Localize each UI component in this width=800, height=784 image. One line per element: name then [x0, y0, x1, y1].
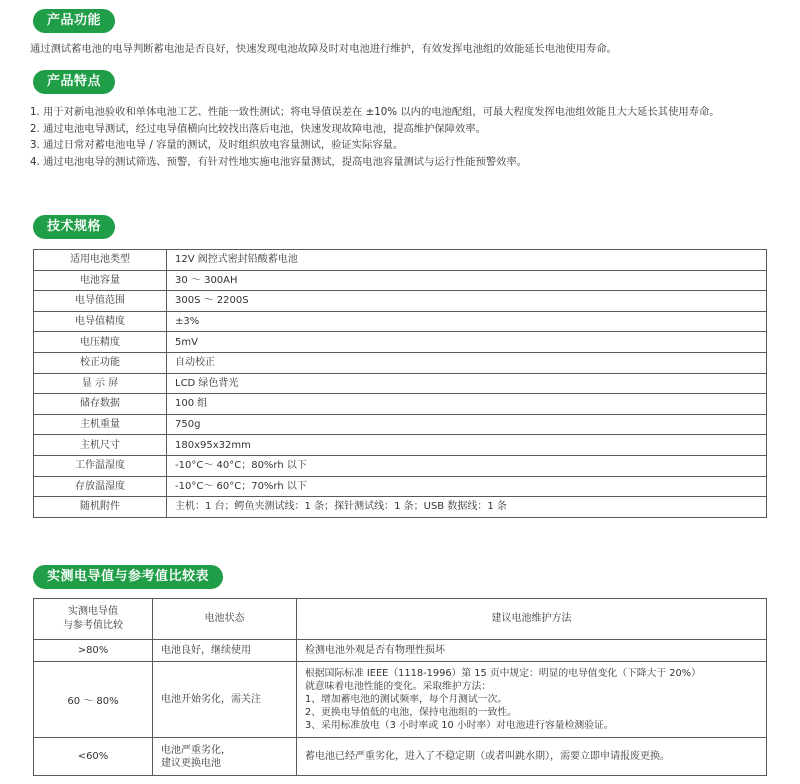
spec-key: 主机尺寸: [34, 435, 167, 456]
table-row: [34, 435, 767, 456]
spec-table: [33, 249, 767, 518]
section-title-features: 产品特点: [33, 70, 115, 94]
features-list: [30, 104, 776, 170]
spec-value: -10°C～ 40°C；80%rh 以下: [167, 455, 767, 476]
spec-value: 主机：1 台；鳄鱼夹测试线：1 条；探针测试线：1 条；USB 数据线：1 条: [167, 497, 767, 518]
table-row: [34, 738, 767, 776]
spec-value: 30 ～ 300AH: [167, 270, 767, 291]
spec-key: 校正功能: [34, 352, 167, 373]
feature-item: 4. 通过电池电导的测试筛选、预警，有针对性地实施电池容量测试，提高电池容量测试与运行性能预警效率。: [30, 155, 528, 168]
table-row: [34, 373, 767, 394]
method-cell: 蓄电池已经严重劣化，进入了不稳定期（或者叫跳水期），需要立即申请报废更换。: [297, 738, 767, 776]
state-cell: 电池开始劣化，需关注: [153, 662, 297, 738]
spec-key: 电导值精度: [34, 311, 167, 332]
table-row: [34, 476, 767, 497]
section-title-function: 产品功能: [33, 9, 115, 33]
spec-key: 存放温湿度: [34, 476, 167, 497]
column-header-method: 建议电池维护方法: [297, 599, 767, 640]
table-row: [34, 414, 767, 435]
state-cell: 电池良好，继续使用: [153, 640, 297, 662]
spec-value: 750g: [167, 414, 767, 435]
table-row: [34, 497, 767, 518]
state-cell: 电池严重劣化， 建议更换电池: [153, 738, 297, 776]
spec-key: 储存数据: [34, 394, 167, 415]
spec-key: 电池容量: [34, 270, 167, 291]
table-row: [34, 455, 767, 476]
feature-item: 3. 通过日常对蓄电池电导 / 容量的测试，及时组织放电容量测试，验证实际容量。: [30, 139, 404, 151]
section-title-spec: 技术规格: [33, 215, 115, 239]
table-row: [34, 352, 767, 373]
ratio-cell: 60 ～ 80%: [34, 662, 153, 738]
table-row: [34, 332, 767, 353]
method-cell: 根据国际标准 IEEE（1118-1996）第 15 页中规定：明显的电导值变化（下降大于 20%） 就意味着电池性能的变化。采取维护方法： 1、增加蓄电池的测试频率，每个月测试一次。 2、更换电导值低的电池，保持电池组的一致性。 3、采用标准放电（3 小时率或 10 小时率）对电池进行容量检测验证。: [297, 662, 767, 738]
spec-value: 5mV: [167, 332, 767, 353]
method-cell: 检测电池外观是否有物理性损坏: [297, 640, 767, 662]
spec-key: 随机附件: [34, 497, 167, 518]
section-title-compare: 实测电导值与参考值比较表: [33, 565, 223, 589]
spec-value: LCD 绿色背光: [167, 373, 767, 394]
feature-item: 2. 通过电池电导测试，经过电导值横向比较找出落后电池，快速发现故障电池，提高维护保障效率。: [30, 122, 486, 135]
table-row: [34, 640, 767, 662]
spec-value: 300S ～ 2200S: [167, 291, 767, 312]
spec-key: 电压精度: [34, 332, 167, 353]
spec-value: 12V 阀控式密封铅酸蓄电池: [167, 250, 767, 271]
table-header-row: [34, 599, 767, 640]
spec-key: 主机重量: [34, 414, 167, 435]
spec-value: 180x95x32mm: [167, 435, 767, 456]
ratio-cell: >80%: [34, 640, 153, 662]
table-row: [34, 291, 767, 312]
spec-value: ±3%: [167, 311, 767, 332]
column-header-ratio: 实测电导值 与参考值比较: [34, 599, 153, 640]
function-description: 通过测试蓄电池的电导判断蓄电池是否良好，快速发现电池故障及时对电池进行维护，有效发挥电池组的效能延长电池使用寿命。: [30, 43, 617, 55]
spec-key: 电导值范围: [34, 291, 167, 312]
compare-table: [33, 598, 767, 776]
table-row: [34, 311, 767, 332]
ratio-cell: <60%: [34, 738, 153, 776]
feature-item: 1. 用于对新电池验收和单体电池工艺、性能一致性测试；将电导值误差在 ±10% 以内的电池配组，可最大程度发挥电池组效能且大大延长其使用寿命。: [30, 106, 720, 118]
column-header-state: 电池状态: [153, 599, 297, 640]
spec-key: 工作温湿度: [34, 455, 167, 476]
table-row: [34, 394, 767, 415]
spec-key: 适用电池类型: [34, 250, 167, 271]
table-row: [34, 250, 767, 271]
table-row: [34, 270, 767, 291]
table-row: [34, 662, 767, 738]
spec-value: 自动校正: [167, 352, 767, 373]
spec-key: 显 示 屏: [34, 373, 167, 394]
spec-value: -10°C～ 60°C；70%rh 以下: [167, 476, 767, 497]
spec-value: 100 组: [167, 394, 767, 415]
